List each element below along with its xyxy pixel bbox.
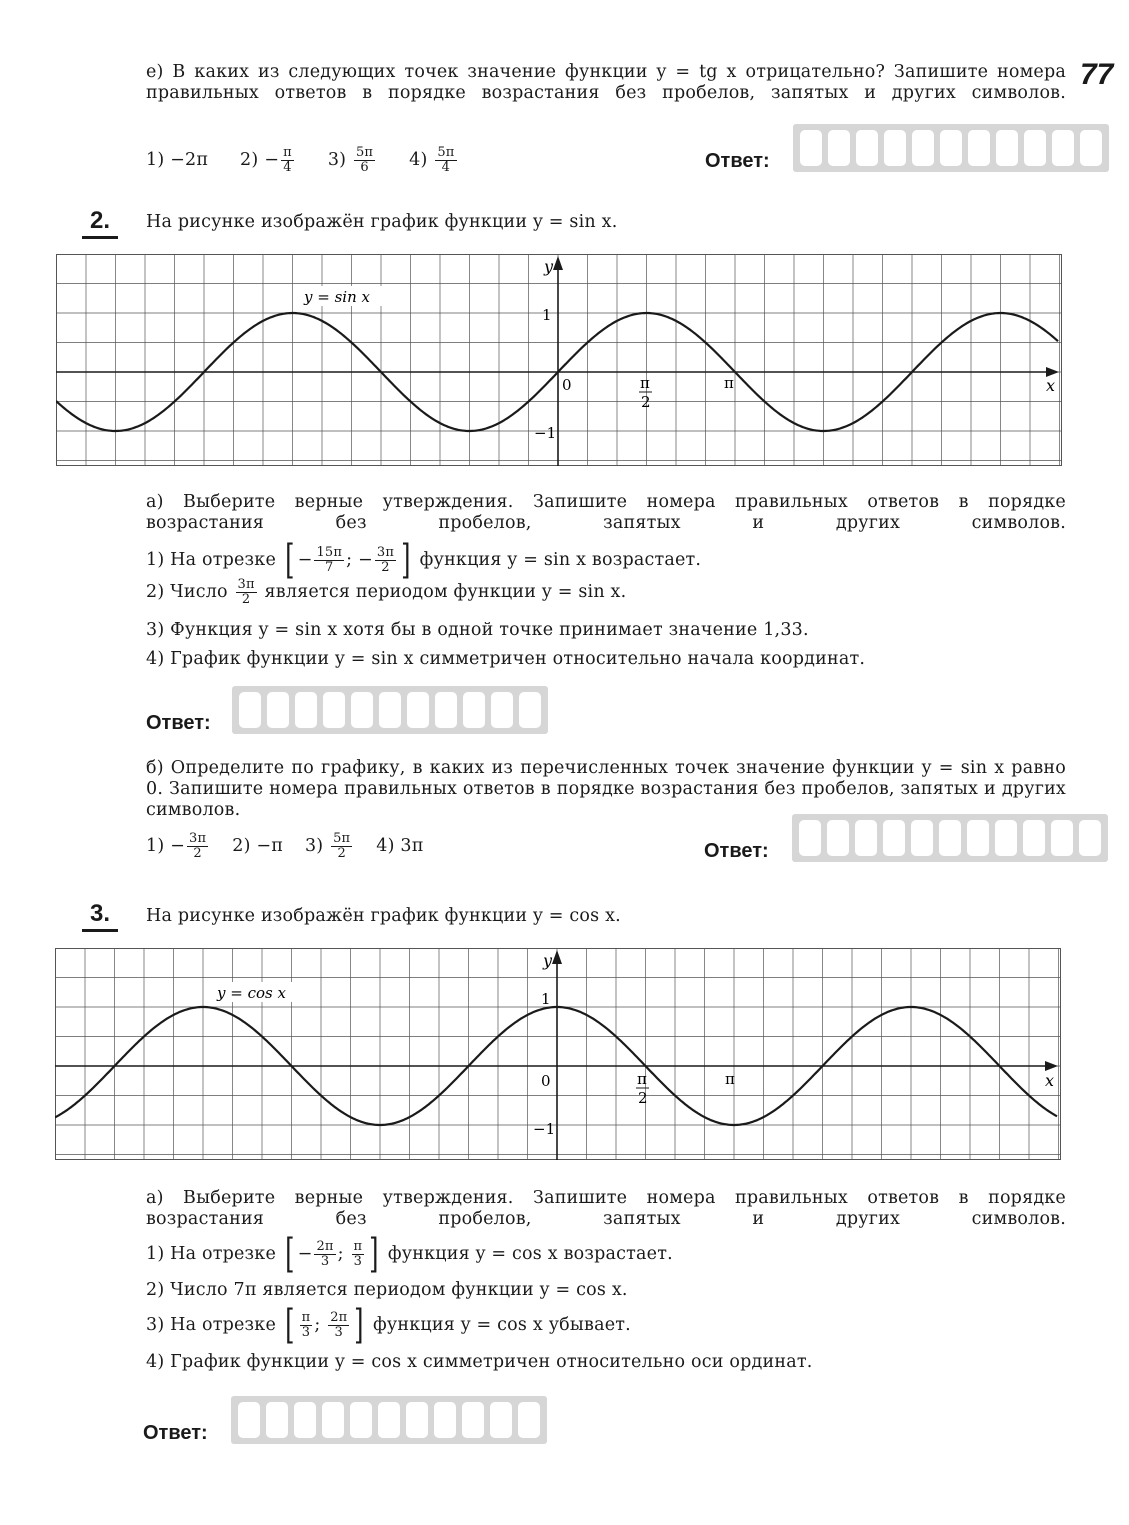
q2b-answer-label: Ответ: bbox=[704, 840, 769, 862]
q1e-options bbox=[146, 146, 459, 175]
sin-curve-label: y = sin x bbox=[304, 288, 370, 306]
q2b-answer-boxes[interactable] bbox=[792, 814, 1108, 862]
q3-number: 3. bbox=[82, 900, 118, 932]
cos-tick-m1: −1 bbox=[533, 1120, 556, 1138]
q2-number: 2. bbox=[82, 207, 118, 239]
page-number: 77 bbox=[1080, 58, 1114, 91]
q1e-option-2: 2) − $\frac{\pi}{4}$ bbox=[240, 145, 292, 175]
q2a-answer-boxes[interactable] bbox=[232, 686, 548, 734]
sin-tick-m1: −1 bbox=[534, 424, 557, 442]
q3a-answer-label: Ответ: bbox=[143, 1422, 208, 1444]
cos-tick-pi-half-n: π bbox=[637, 1070, 647, 1088]
q2b-options: 1) − $\frac{3\pi}{2}$ 2) −π 3) $\frac{5\pi}{2}$ 4) 3π bbox=[146, 831, 424, 861]
q3a-s3: 3) На отрезке [ $\frac{\pi}{3}$ ; $\frac{2\pi}{3}$ ] функция y = cos x убывает. bbox=[146, 1302, 631, 1348]
q1e-option-4: 4) $\frac{5\pi}{4}$ bbox=[409, 145, 455, 175]
q1e-text: е) В каких из следующих точек значение функции y = tg x отрицательно? Запишите номера правильных ответов в порядке возрастания без пробелов, запятых и других символов. bbox=[146, 62, 1066, 103]
cos-x-label: x bbox=[1045, 1071, 1055, 1090]
cos-tick-pi: π bbox=[725, 1070, 735, 1088]
q2a-s1: 1) На отрезке [ − $\frac{15\pi}{7}$ ; − $\frac{3\pi}{2}$ ] функция y = sin x возрастает. bbox=[146, 537, 702, 583]
q2-title: На рисунке изображён график функции y = sin x. bbox=[146, 212, 618, 232]
q3a-answer-boxes[interactable] bbox=[231, 1396, 547, 1444]
q2a-s2: 2) Число $\frac{3\pi}{2}$ является периодом функции y = sin x. bbox=[146, 577, 627, 607]
sin-tick-pi: π bbox=[724, 374, 734, 392]
q2a-intro: а) Выберите верные утверждения. Запишите номера правильных ответов в порядке возрастания без пробелов, запятых и других символов. bbox=[146, 492, 1066, 533]
q2a-answer-label: Ответ: bbox=[146, 712, 211, 734]
sin-x-label: x bbox=[1046, 376, 1056, 395]
cos-curve-label: y = cos x bbox=[217, 984, 286, 1002]
q3a-s2: 2) Число 7π является периодом функции y = cos x. bbox=[146, 1280, 628, 1300]
sin-tick-pi-half-n: π bbox=[640, 374, 650, 392]
q1e-answer-boxes[interactable] bbox=[793, 124, 1109, 172]
sin-tick-pi-half-d: 2 bbox=[641, 393, 651, 411]
q2b-intro: б) Определите по графику, в каких из перечисленных точек значение функции y = sin x равно 0. Запишите номера правильных ответов в порядке возрастания без пробелов, запятых и других символов. bbox=[146, 758, 1066, 820]
q2a-s4: 4) График функции y = sin x симметричен относительно начала координат. bbox=[146, 649, 866, 669]
cos-y-label: y bbox=[543, 951, 553, 970]
q3-title: На рисунке изображён график функции y = cos x. bbox=[146, 906, 621, 926]
q1e-option-1: 1) −2π bbox=[146, 150, 209, 170]
q2-graph bbox=[56, 254, 1062, 466]
q3a-s1: 1) На отрезке [ − $\frac{2\pi}{3}$ ; $\frac{\pi}{3}$ ] функция y = cos x возрастает. bbox=[146, 1231, 673, 1277]
sin-tick-1: 1 bbox=[542, 306, 552, 324]
q3a-s4: 4) График функции y = cos x симметричен относительно оси ординат. bbox=[146, 1352, 813, 1372]
q3-graph bbox=[55, 948, 1061, 1160]
q1e-option-3: 3) $\frac{5\pi}{6}$ bbox=[327, 145, 374, 175]
cos-origin: 0 bbox=[541, 1072, 551, 1090]
q3a-intro: а) Выберите верные утверждения. Запишите номера правильных ответов в порядке возрастания без пробелов, запятых и других символов. bbox=[146, 1188, 1066, 1229]
q1e-answer-label: Ответ: bbox=[705, 150, 770, 172]
cos-tick-pi-half-d: 2 bbox=[638, 1089, 648, 1107]
sin-y-label: y bbox=[544, 257, 554, 276]
q2a-s3: 3) Функция y = sin x хотя бы в одной точке принимает значение 1,33. bbox=[146, 620, 809, 640]
sin-origin: 0 bbox=[562, 376, 572, 394]
cos-tick-1: 1 bbox=[541, 990, 551, 1008]
